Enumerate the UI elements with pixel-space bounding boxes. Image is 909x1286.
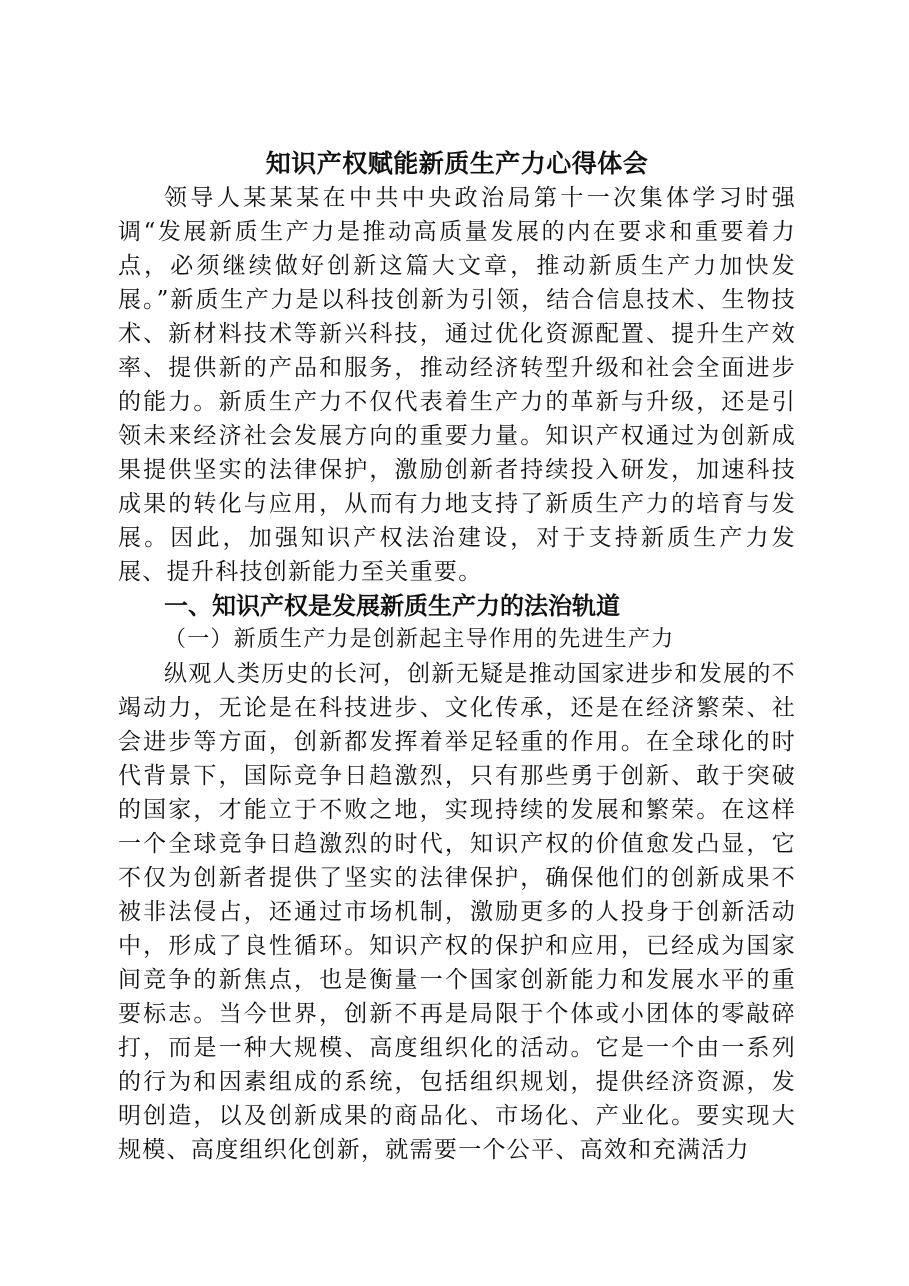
document-content bbox=[118, 147, 796, 1167]
section-heading: 一、知识产权是发展新质生产力的法治轨道 bbox=[164, 591, 620, 620]
intro-paragraph: 领导人某某某在中共中央政治局第十一次集体学习时强调“发展新质生产力是推动高质量发展的内在要求和重要着力点，必须继续做好创新这篇大文章，推动新质生产力加快发展。”新质生产力是以科技创新为引领，结合信息技术、生物技术、新材料技术等新兴科技，通过优化资源配置、提升生产效率、提供新的产品和服务，推动经济转型升级和社会全面进步的能力。新质生产力不仅代表着生产力的革新与升级，还是引领未来经济社会发展方向的重要力量。知识产权通过为创新成果提供坚实的法律保护，激励创新者持续投入研发，加速科技成果的转化与应用，从而有力地支持了新质生产力的培育与发展。因此，加强知识产权法治建设，对于支持新质生产力发展、提升科技创新能力至关重要。 bbox=[118, 185, 796, 585]
subsection-heading: （一）新质生产力是创新起主导作用的先进生产力 bbox=[164, 627, 675, 652]
body-paragraph: 纵观人类历史的长河，创新无疑是推动国家进步和发展的不竭动力，无论是在科技进步、文化传承，还是在经济繁荣、社会进步等方面，创新都发挥着举足轻重的作用。在全球化的时代背景下，国际竞争日趋激烈，只有那些勇于创新、敢于突破的国家，才能立于不败之地，实现持续的发展和繁荣。在这样一个全球竞争日趋激烈的时代，知识产权的价值愈发凸显，它不仅为创新者提供了坚实的法律保护，确保他们的创新成果不被非法侵占，还通过市场机制，激励更多的人投身于创新活动中，形成了良性循环。知识产权的保护和应用，已经成为国家间竞争的新焦点，也是衡量一个国家创新能力和发展水平的重要标志。当今世界，创新不再是局限于个体或小团体的零敲碎打，而是一种大规模、高度组织化的活动。它是一个由一系列的行为和因素组成的系统，包括组织规划，提供经济资源，发明创造，以及创新成果的商品化、市场化、产业化。要实现大规模、高度组织化创新，就需要一个公平、高效和充满活力 bbox=[118, 661, 796, 1163]
document-title: 知识产权赋能新质生产力心得体会 bbox=[265, 149, 649, 178]
